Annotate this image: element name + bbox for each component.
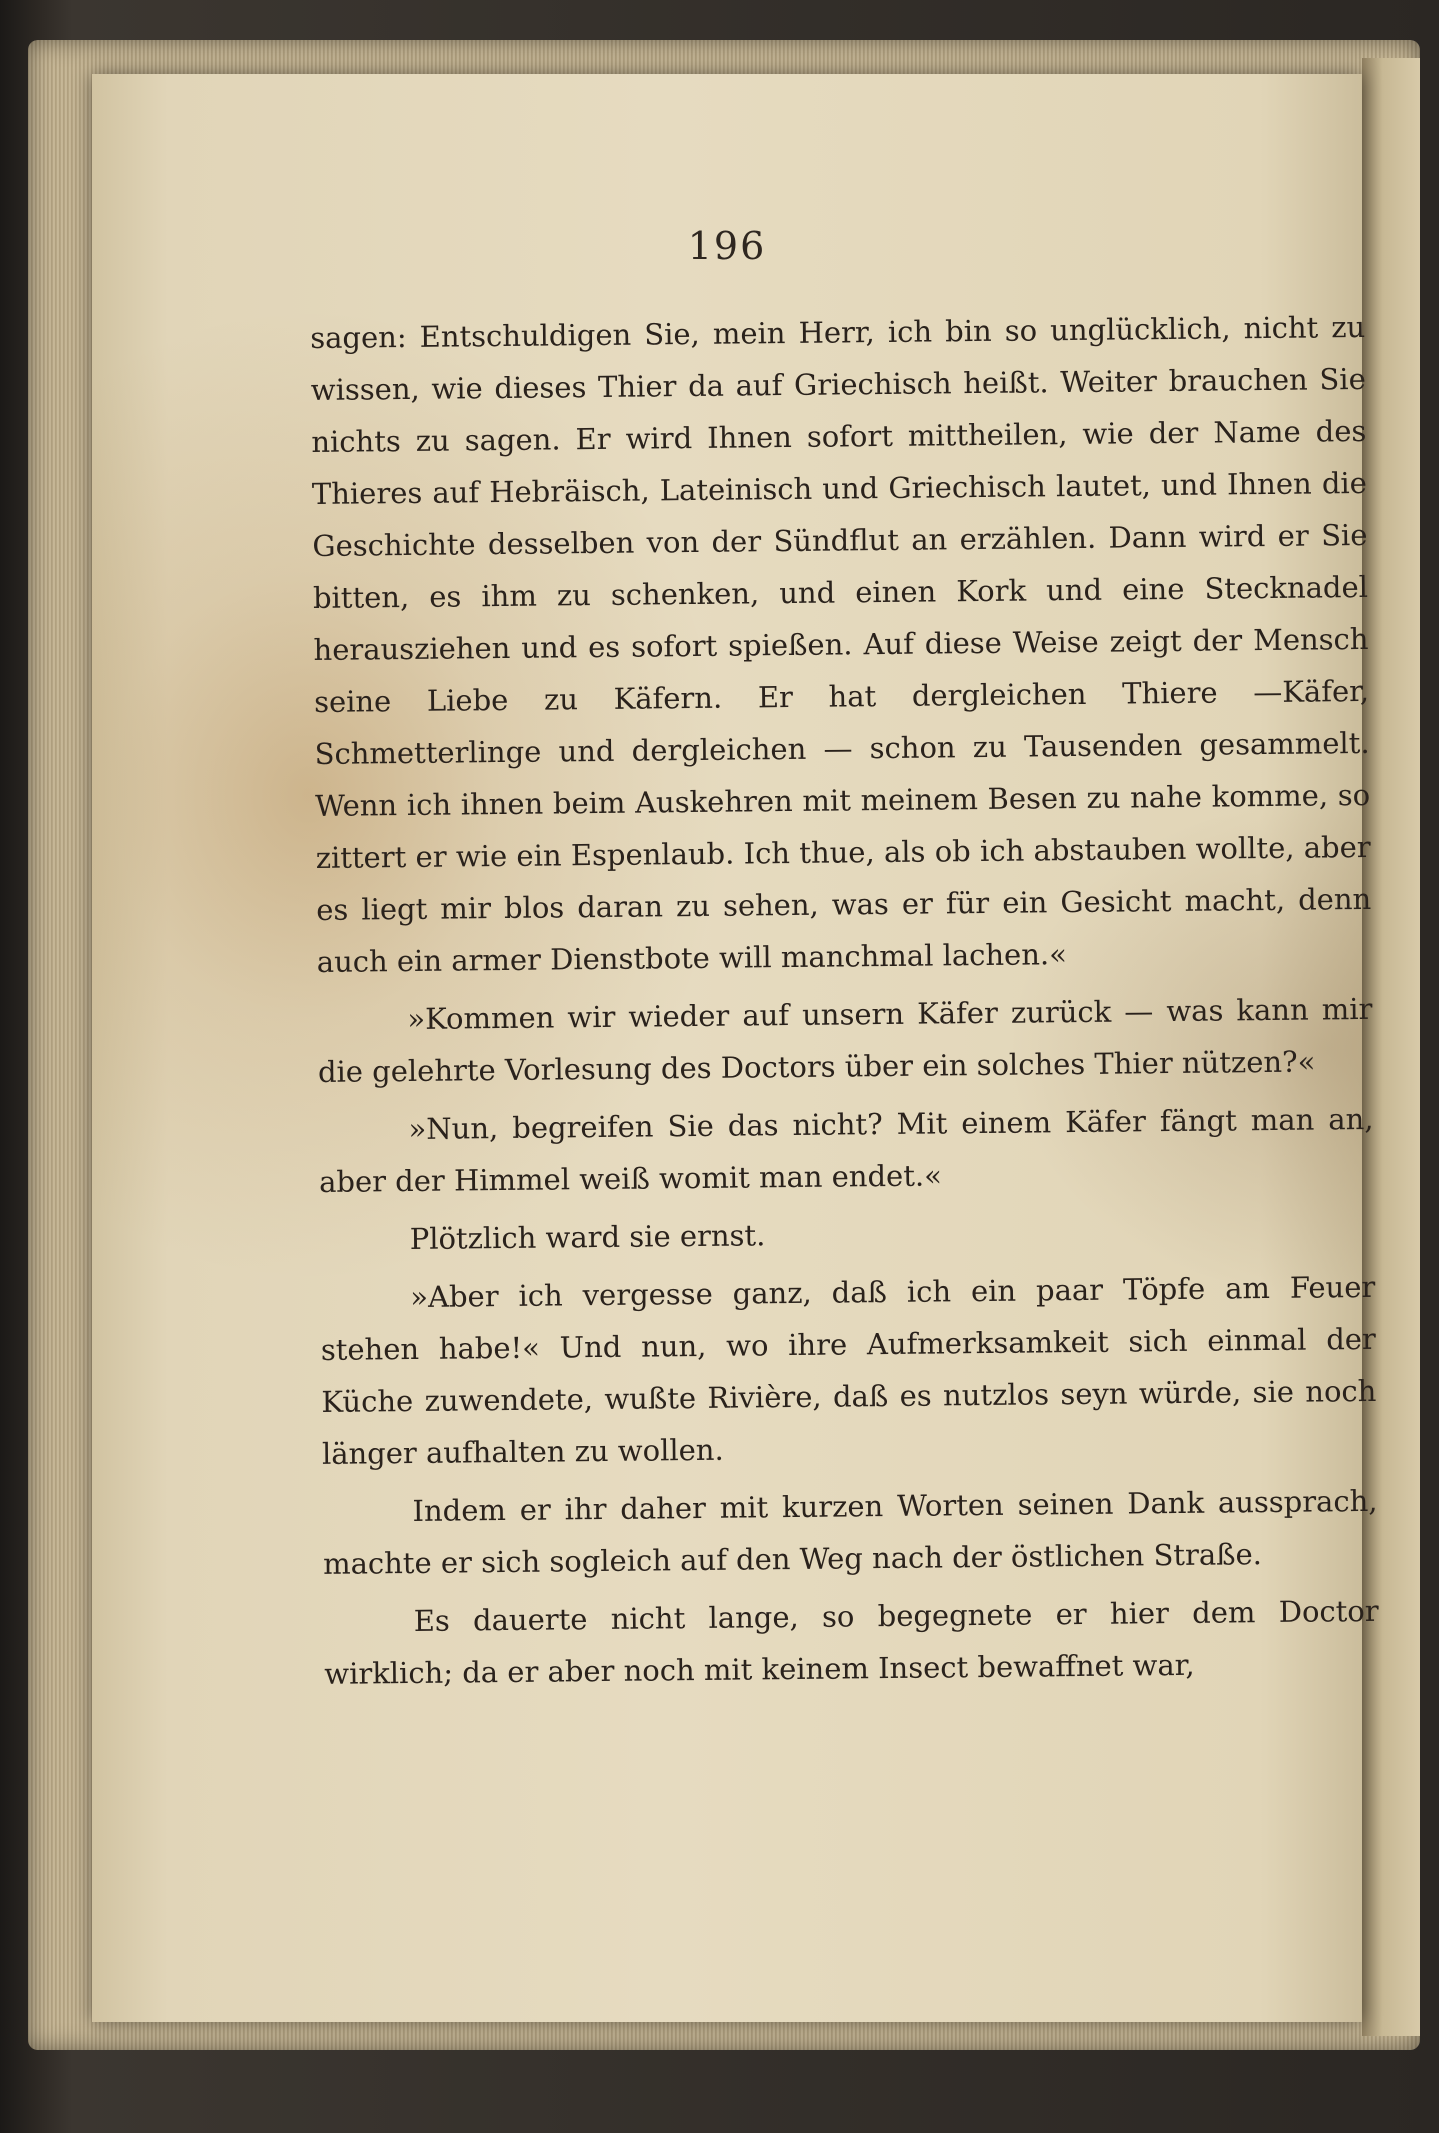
paragraph: »Nun, begreifen Sie das nicht? Mit einem Käfer fängt man an, aber der Himmel weiß womit man endet.«: [318, 1101, 1374, 1199]
paragraph: »Kommen wir wieder auf unsern Käfer zurück — was kann mir die gelehrte Vorlesung des Doctors über ein solches Thier nützen?«: [317, 991, 1373, 1089]
paragraph: »Aber ich vergesse ganz, daß ich ein paar Töpfe am Feuer stehen habe!« Und nun, wo ihre Aufmerksamkeit sich einmal der Küche zuwendete, wußte Rivière, daß es nutzlos seyn würde, sie noch länger aufhalten zu wollen.: [320, 1269, 1377, 1471]
paragraph: Es dauerte nicht lange, so begegnete er hier dem Doctor wirklich; da er aber noch mit keinem Insect bewaffnet war,: [324, 1593, 1379, 1691]
page-text: [310, 301, 1380, 1706]
paragraph: sagen: Entschuldigen Sie, mein Herr, ich bin so unglücklich, nicht zu wissen, wie dieses Thier da auf Griechisch heißt. Weiter brauchen Sie nichts zu sagen. Er wird Ihnen sofort mittheilen, wie der Name des Thieres auf Hebräisch, Lateinisch und Griechisch lautet, und Ihnen die Geschichte desselben von der Sündflut an erzählen. Dann wird er Sie bitten, es ihm zu schenken, und einen Kork und eine Stecknadel herausziehen und es sofort spießen. Auf diese Weise zeigt der Mensch seine Liebe zu Käfern. Er hat dergleichen Thiere —Käfer, Schmetterlinge und dergleichen — schon zu Tausenden gesammelt. Wenn ich ihnen beim Auskehren mit meinem Besen zu nahe komme, so zittert er wie ein Espenlaub. Ich thue, als ob ich abstauben wollte, aber es liegt mir blos daran zu sehen, was er für ein Gesicht macht, denn auch ein armer Dienstbote will manchmal lachen.«: [310, 309, 1372, 979]
paragraph: Plötzlich ward sie ernst.: [409, 1218, 766, 1257]
paragraph: Indem er ihr daher mit kurzen Worten seinen Dank aussprach, machte er sich sogleich auf den Weg nach der östlichen Straße.: [322, 1483, 1378, 1581]
page-number: 196: [687, 224, 767, 268]
book-page: [92, 74, 1379, 2022]
